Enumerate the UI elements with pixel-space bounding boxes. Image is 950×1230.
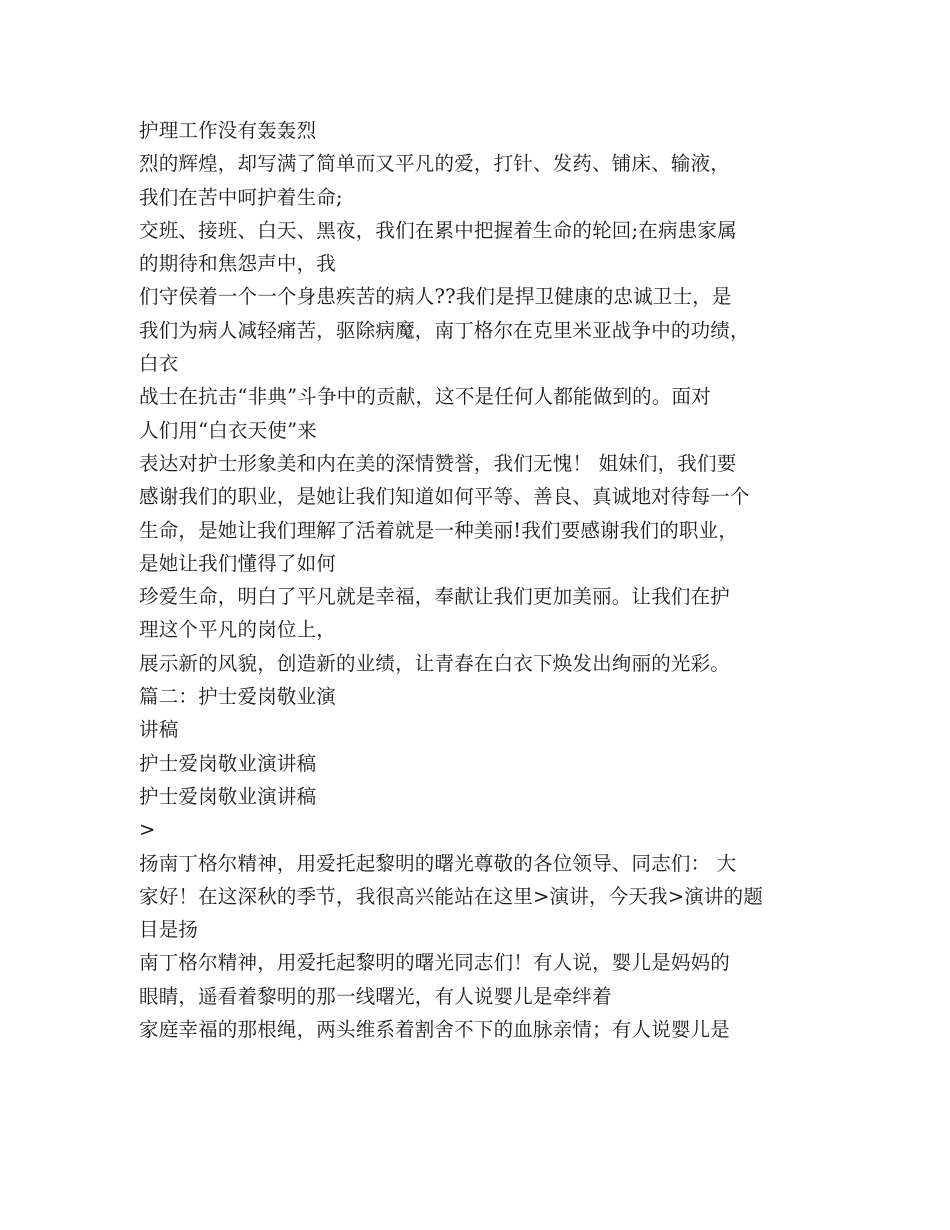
text-line: 展示新的风貌，创造新的业绩，让青春在白衣下焕发出绚丽的光彩。 — [139, 651, 731, 675]
text-line: 我们为病人减轻痛苦，驱除病魔，南丁格尔在克里米亚战争中的功绩， — [139, 318, 750, 342]
text-line: 们守侯着一个一个身患疾苦的病人??我们是捍卫健康的忠诚卫士，是 — [139, 285, 732, 309]
text-line: 理这个平凡的岗位上， — [139, 618, 337, 642]
text-line: 家庭幸福的那根绳，两头维系着割舍不下的血脉亲情；有人说婴儿是 — [139, 1018, 731, 1042]
text-line: 扬南丁格尔精神，用爱托起黎明的曙光尊敬的各位领导、同志们： 大 — [139, 851, 737, 875]
text-line: 交班、接班、白天、黑夜，我们在累中把握着生命的轮回;在病患家属 — [139, 218, 737, 242]
text-line: 护理工作没有轰轰烈 — [139, 119, 317, 142]
text-line: 眼睛，遥看着黎明的那一线曙光，有人说婴儿是牵绊着 — [139, 984, 612, 1008]
text-line: 护士爱岗敬业演讲稿 — [139, 751, 317, 775]
text-line: 南丁格尔精神，用爱托起黎明的曙光同志们！有人说，婴儿是妈妈的 — [139, 951, 731, 975]
text-line: 感谢我们的职业，是她让我们知道如何平等、善良、真诚地对待每一个 — [139, 485, 750, 509]
text-line: 人们用“白衣天使”来 — [139, 418, 317, 442]
document-text-body — [139, 114, 839, 1046]
section-heading: 篇二：护士爱岗敬业演 — [139, 685, 337, 709]
text-line: 目是扬 — [139, 918, 199, 942]
text-line: 生命，是她让我们理解了活着就是一种美丽!我们要感谢我们的职业， — [139, 518, 739, 542]
text-line: 我们在苦中呵护着生命; — [139, 185, 343, 209]
text-line: 白衣 — [139, 352, 179, 376]
text-line: 烈的辉煌，却写满了简单而又平凡的爱，打针、发药、铺床、输液， — [139, 152, 731, 176]
text-line: 讲稿 — [139, 718, 179, 742]
text-line: 家好！在这深秋的季节，我很高兴能站在这里>演讲，今天我>演讲的题 — [139, 884, 764, 908]
text-line: 表达对护士形象美和内在美的深情赞誉，我们无愧！ 姐妹们，我们要 — [139, 451, 737, 475]
text-line: > — [139, 818, 156, 842]
text-line: 护士爱岗敬业演讲稿 — [139, 784, 317, 808]
text-line: 战士在抗击“非典”斗争中的贡献，这不是任何人都能做到的。面对 — [139, 385, 711, 409]
text-line: 是她让我们懂得了如何 — [139, 551, 337, 575]
text-line: 的期待和焦怨声中，我 — [139, 252, 337, 276]
text-line: 珍爱生命，明白了平凡就是幸福，奉献让我们更加美丽。让我们在护 — [139, 585, 731, 609]
